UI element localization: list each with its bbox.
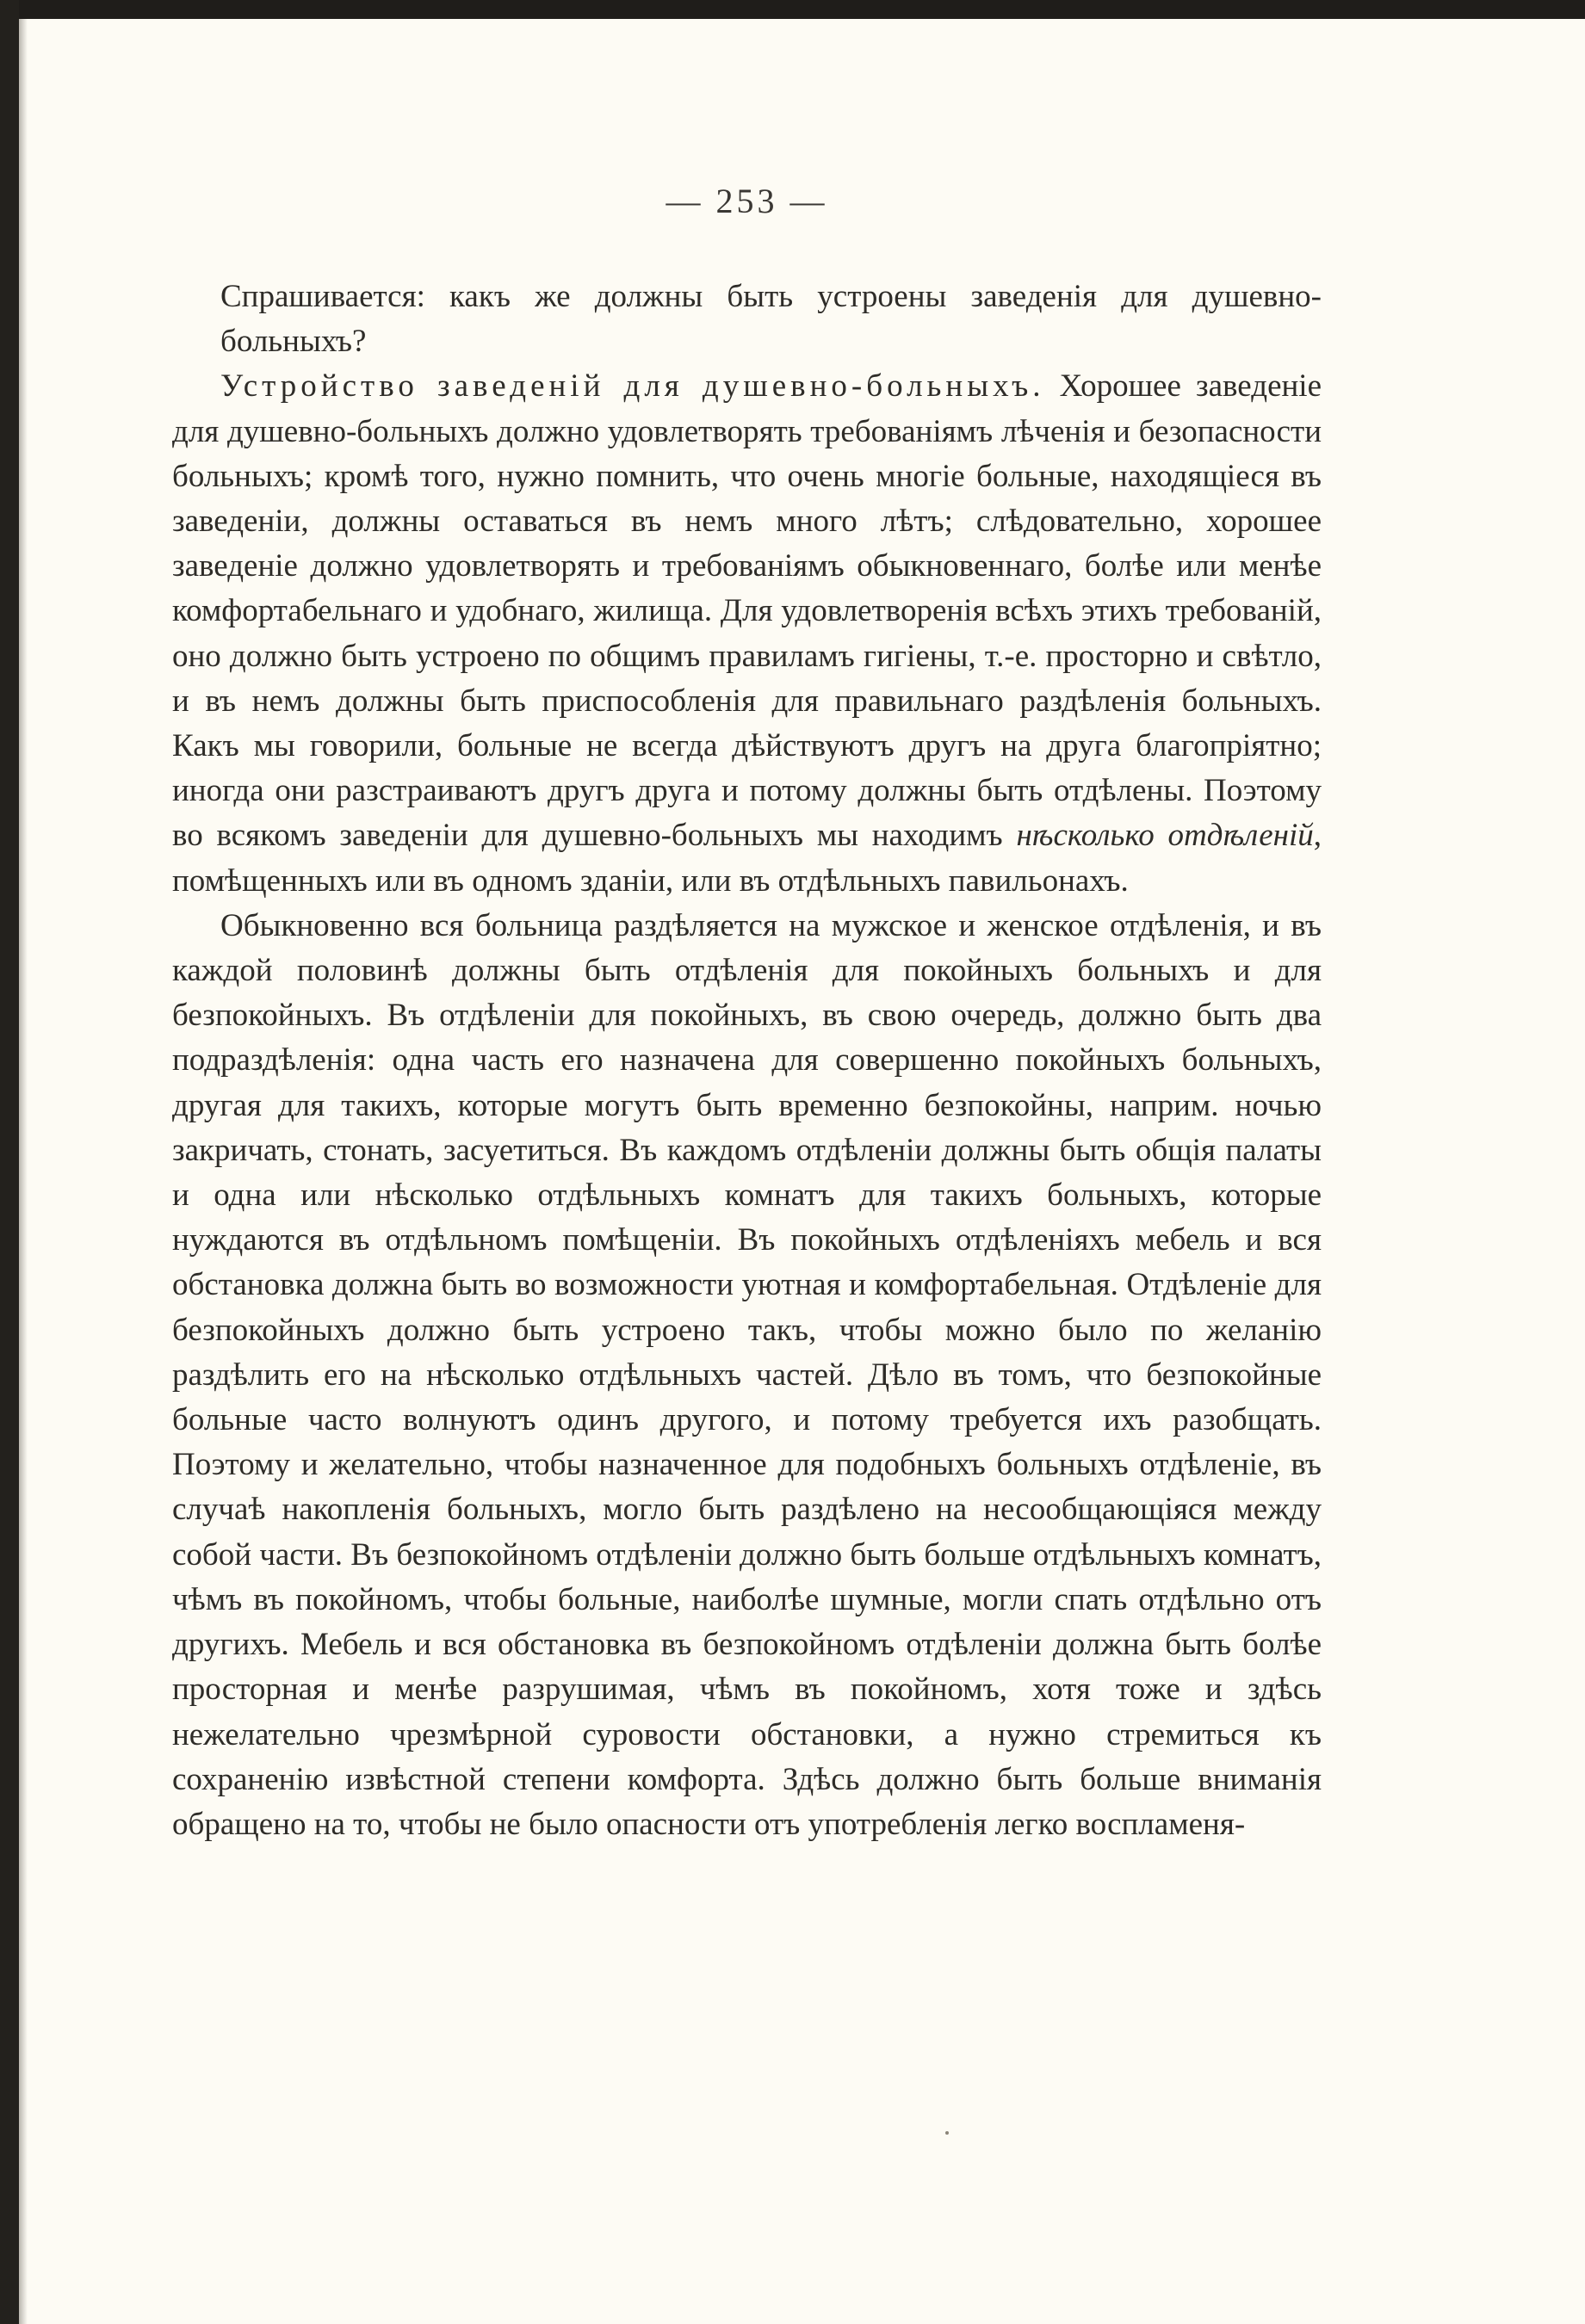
scan-top-border xyxy=(0,0,1585,19)
paragraph-text: Обыкновенно вся больница раздѣляется на мужское и женское отдѣленія, и въ каждой половинѣ должны быть отдѣленія для покойныхъ больныхъ и для безпокойныхъ. Въ отдѣленіи для покойныхъ, въ свою очередь, должно быть два подраздѣленія: одна часть его назначена для совершенно покойныхъ больныхъ, другая для такихъ, которые могутъ быть временно безпокойны, наприм. ночью закричать, стонать, засуетиться. Въ каждомъ отдѣленіи должны быть общія палаты и одна или нѣсколько отдѣльныхъ комнатъ для такихъ больныхъ, которые нуждаются въ отдѣльномъ помѣщеніи. Въ покойныхъ отдѣленіяхъ мебель и вся обстановка должна быть во возможности уютная и комфортабельная. Отдѣленіе для безпокойныхъ должно быть устроено такъ, чтобы можно было по желанію раздѣлить его на нѣсколько отдѣльныхъ частей. Дѣло въ томъ, что безпокойные больные часто волнуютъ одинъ другого, и потому требуется ихъ разобщать. Поэтому и желательно, чтобы назначенное для подобныхъ больныхъ отдѣленіе, въ случаѣ накопленія больныхъ, могло быть раздѣлено на несообщающіяся между собой части. Въ безпокойномъ отдѣленіи должно быть больше отдѣльныхъ комнатъ, чѣмъ въ покойномъ, чтобы больные, наиболѣе шумные, могли спать отдѣльно отъ другихъ. Мебель и вся обстановка въ безпокойномъ отдѣленіи должна быть болѣе просторная и менѣе разрушимая, чѣмъ въ покойномъ, хотя тоже и здѣсь нежелательно чрезмѣрной суровости обстановки, а нужно стремиться къ сохраненію извѣстной степени комфорта. Здѣсь должно быть больше вниманія обращено на то, чтобы не было опасности отъ употребленія легко воспламеня- xyxy=(172,907,1322,1842)
book-page xyxy=(172,181,1322,1847)
scan-edge-shadow xyxy=(19,19,28,2324)
scan-speck xyxy=(945,2131,949,2135)
paragraph-asylum-structure xyxy=(172,364,1322,903)
italic-emphasis: нѣсколько отдѣленій xyxy=(1016,818,1314,854)
paragraph-text: Хорошее заведеніе для душевно-больныхъ должно удовлетворять требованіямъ лѣченія и безопасности больныхъ; кромѣ того, нужно помнить, что очень многіе больные, находящіеся въ заведеніи, должны оставаться въ немъ много лѣтъ; слѣдовательно, хорошее заведеніе должно удовлетворять и требованіямъ обыкновеннаго, болѣе или менѣе комфортабельнаго и удобнаго, жилища. Для удовлетворенія всѣхъ этихъ требованій, оно должно быть устроено по общимъ правиламъ гигіены, т.-е. просторно и свѣтло, и въ немъ должны быть приспособленія для правильнаго раздѣленія больныхъ. Какъ мы говорили, больные не всегда дѣйствуютъ другъ на друга благопріятно; иногда они разстраиваютъ другъ друга и потому должны быть отдѣлены. Поэтому во всякомъ заведеніи для душевно-больныхъ мы находимъ xyxy=(172,368,1322,854)
section-spaced-title: Устройство заведеній для душевно-больныхъ. xyxy=(220,368,1045,405)
page-number: — 253 — xyxy=(666,182,828,220)
paragraph-question xyxy=(172,275,1322,364)
scan-left-border xyxy=(0,0,19,2324)
paragraph-text: Спрашивается: какъ же должны быть устроены заведенія для душевно-больныхъ? xyxy=(220,279,1322,360)
paragraph-text: , помѣщенныхъ или въ одномъ зданіи, или въ отдѣльныхъ павильонахъ. xyxy=(172,818,1322,899)
paragraph-departments xyxy=(172,904,1322,1847)
